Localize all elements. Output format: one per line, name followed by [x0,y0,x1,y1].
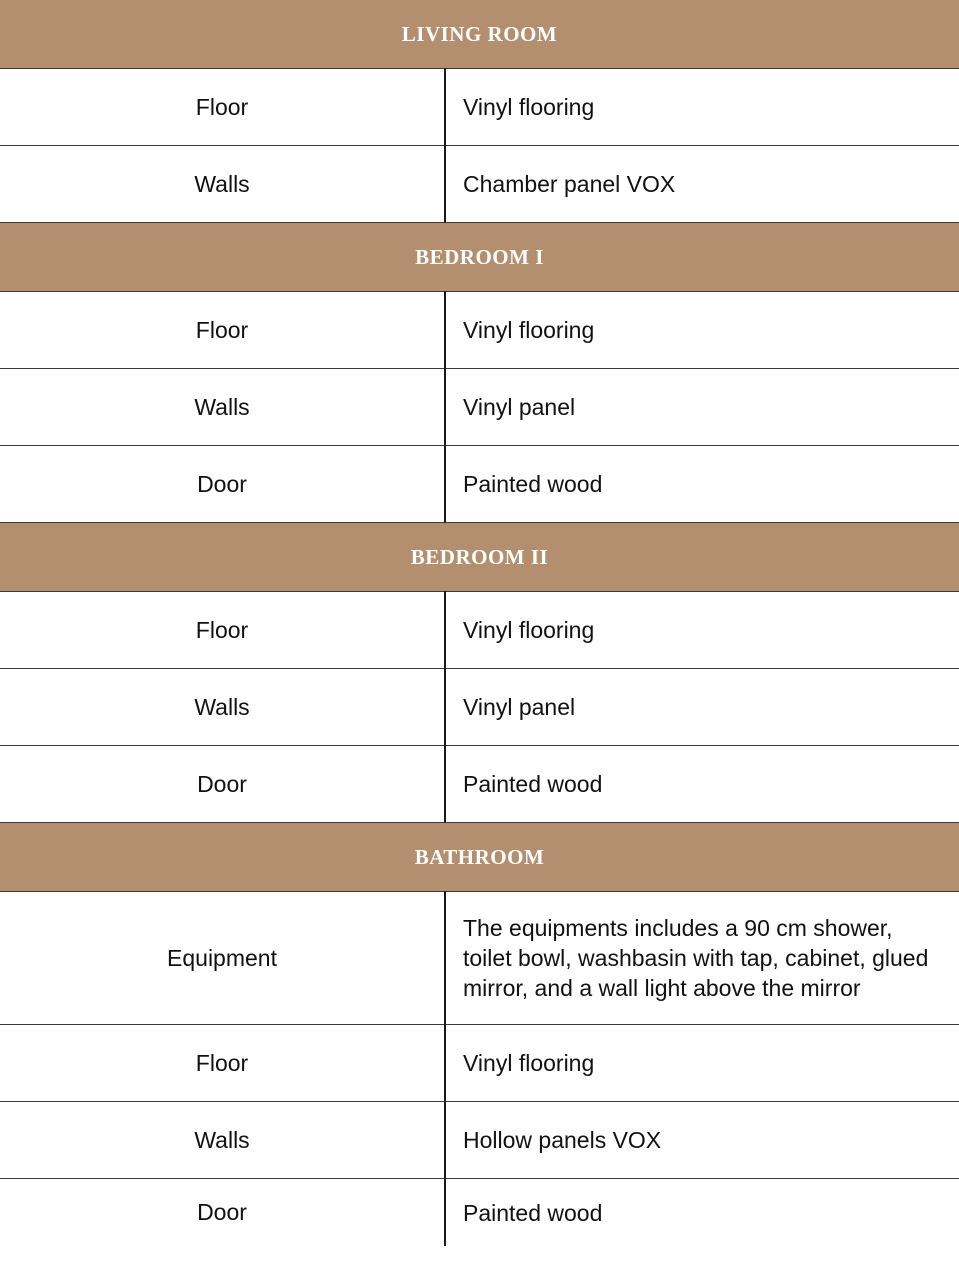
section-title: BATHROOM [0,823,959,892]
row-value: The equipments includes a 90 cm shower, toilet bowl, washbasin with tap, cabinet, glued mirror, and a wall light above the mirror [445,892,959,1025]
row-label: Floor [0,1025,445,1102]
row-value: Hollow panels VOX [445,1102,959,1179]
row-value: Chamber panel VOX [445,146,959,223]
table-row [0,69,959,146]
row-value: Vinyl flooring [445,292,959,369]
table-row [0,446,959,523]
section-header-bedroom-1 [0,223,959,292]
table-row [0,146,959,223]
table-row [0,369,959,446]
table-row [0,1025,959,1102]
row-value: Vinyl panel [445,369,959,446]
section-header-living-room [0,0,959,69]
table-row [0,292,959,369]
row-value: Painted wood [445,446,959,523]
table-row [0,746,959,823]
row-value: Painted wood [445,746,959,823]
row-value: Vinyl panel [445,669,959,746]
row-label: Door [0,446,445,523]
table-row [0,892,959,1025]
table-row [0,592,959,669]
row-value: Vinyl flooring [445,69,959,146]
row-value: Vinyl flooring [445,592,959,669]
row-value: Painted wood [463,1199,603,1226]
row-label: Floor [0,292,445,369]
row-label: Walls [0,1102,445,1179]
row-label: Door [0,746,445,823]
row-label: Walls [0,369,445,446]
section-header-bedroom-2 [0,523,959,592]
row-value: Vinyl flooring [445,1025,959,1102]
row-label: Floor [0,69,445,146]
row-label: Door [0,1179,445,1247]
section-title: LIVING ROOM [0,0,959,69]
row-label: Walls [0,146,445,223]
row-label: Walls [0,669,445,746]
section-title: BEDROOM I [0,223,959,292]
table-row [0,669,959,746]
table-row [0,1179,959,1247]
section-title: BEDROOM II [0,523,959,592]
section-header-bathroom [0,823,959,892]
row-label: Equipment [0,892,445,1025]
row-label: Floor [0,592,445,669]
table-row [0,1102,959,1179]
